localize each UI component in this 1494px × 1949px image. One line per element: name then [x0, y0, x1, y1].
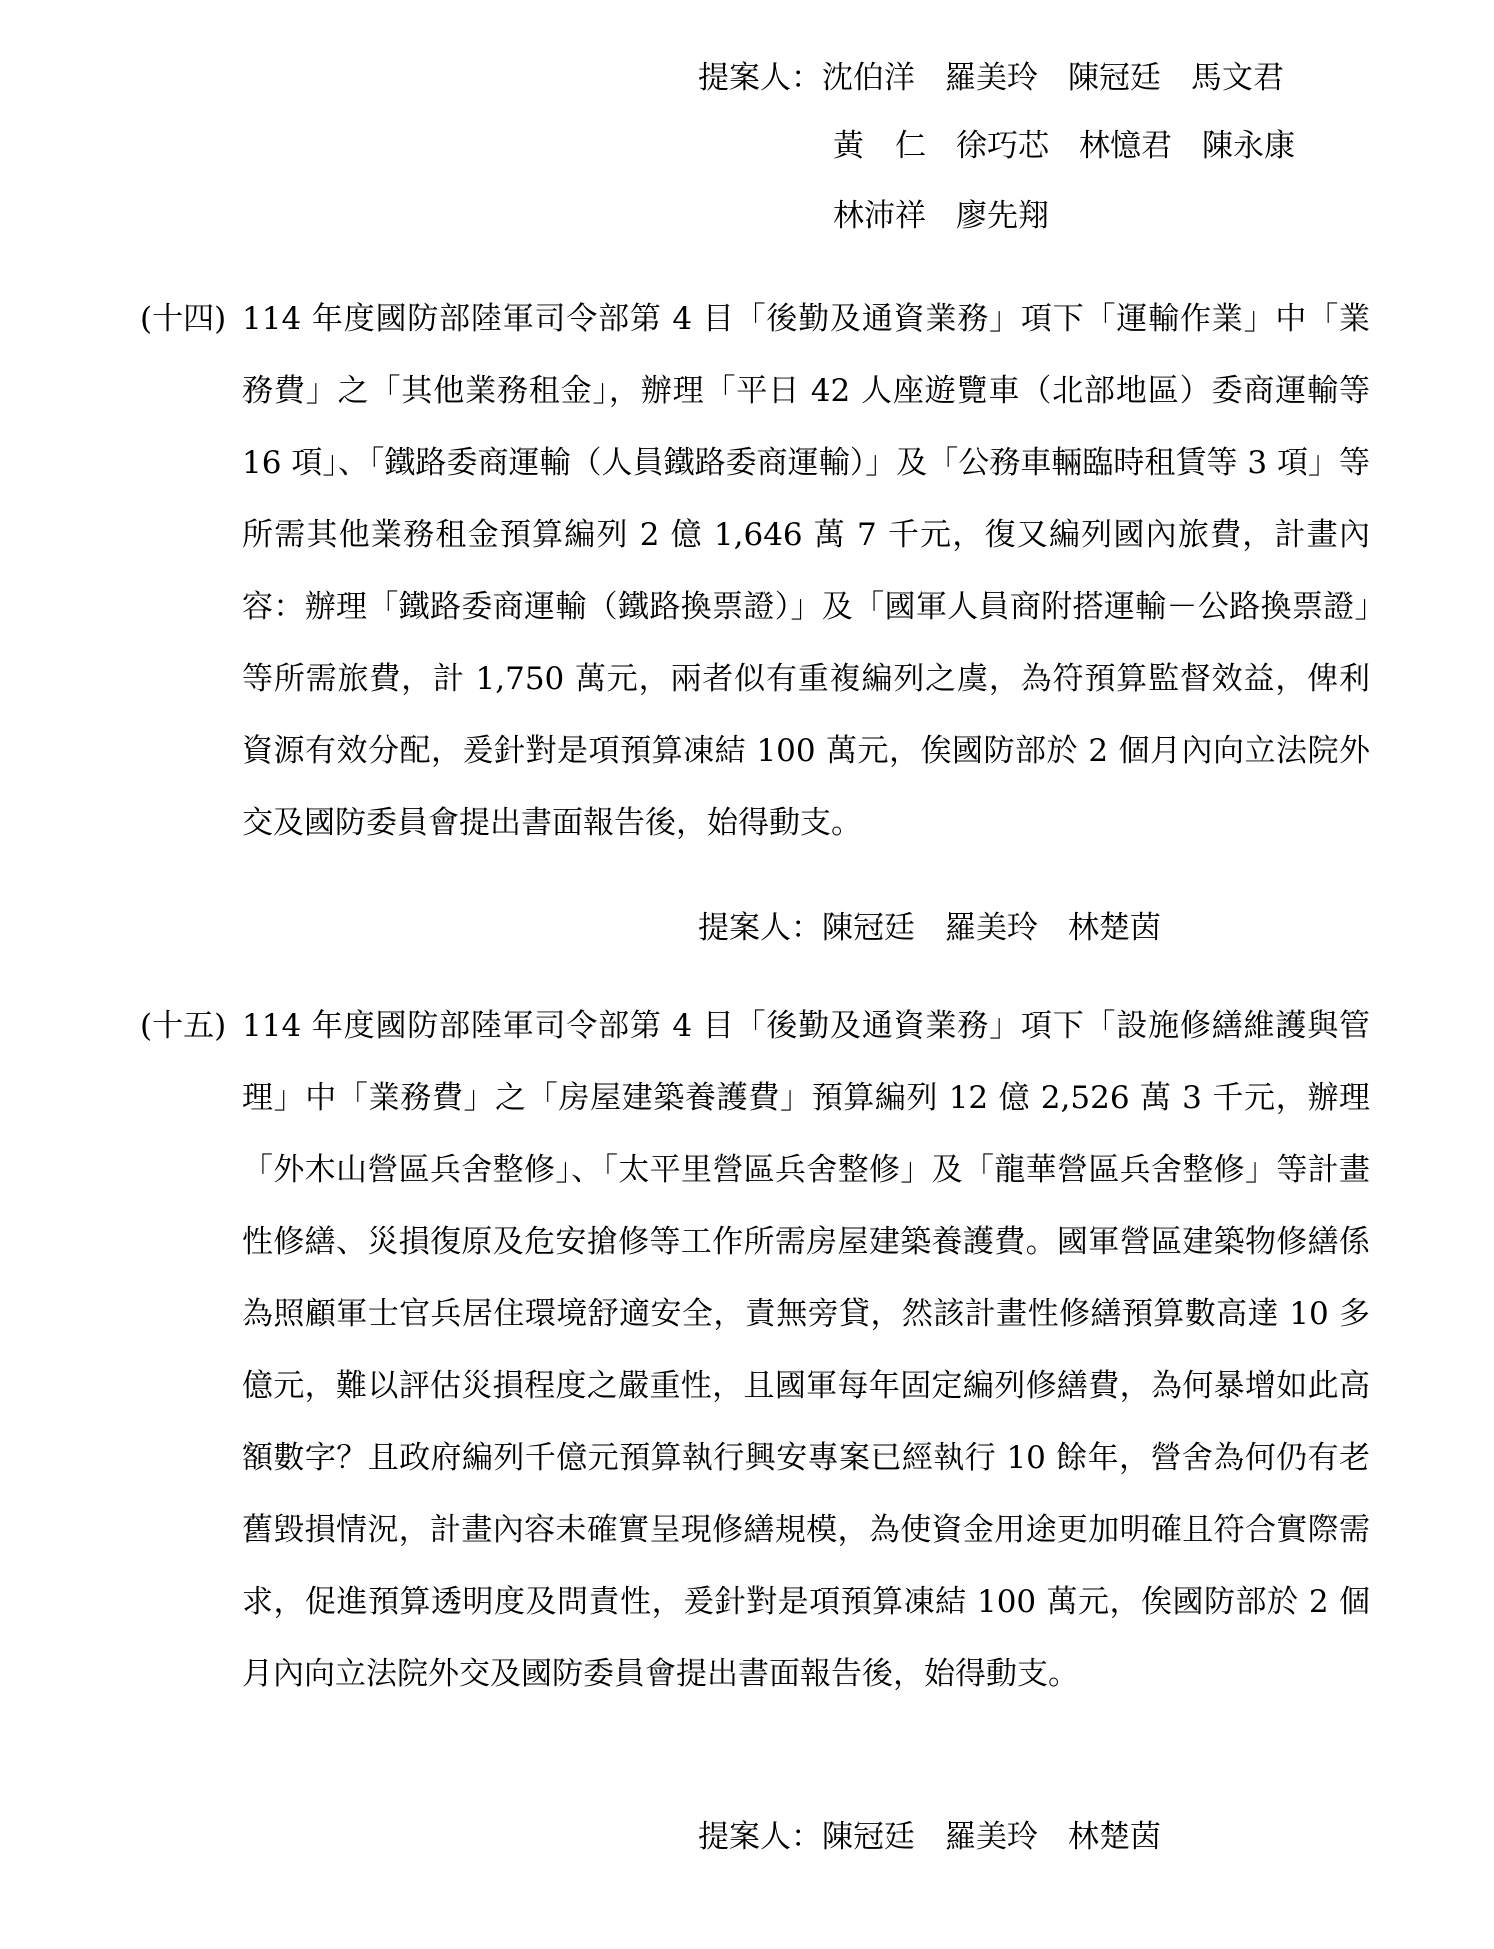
proposer-line-2: [833, 124, 1295, 168]
proposer-name: 林楚茵: [1068, 910, 1161, 946]
proposer-name: 林楚茵: [1068, 1819, 1161, 1855]
proposer-name: 陳冠廷: [822, 910, 915, 946]
proposer-name: 陳永康: [1202, 128, 1295, 164]
proposer-label: 提案人：: [698, 910, 822, 946]
proposer-name: 陳冠廷: [1068, 60, 1161, 96]
proposer-name: 黃 仁: [833, 128, 926, 164]
motion-text: 114 年度國防部陸軍司令部第 4 目「後勤及通資業務」項下「設施修繕維護與管理」中「業務費」之「房屋建築養護費」預算編列 12 億 2,526 萬 3 千元，辦理「外木山營區兵舍整修」、「太平里營區兵舍整修」及「龍華營區兵舍整修」等計畫性修繕、災損復原及危安搶修等工作所需房屋建築養護費。國軍營區建築物修繕係為照顧軍士官兵居住環境舒適安全，責無旁貸，然該計畫性修繕預算數高達 10 多億元，難以評估災損程度之嚴重性，且國軍每年固定編列修繕費，為何暴增如此高額數字？且政府編列千億元預算執行興安專案已經執行 10 餘年，營舍為何仍有老舊毀損情況，計畫內容未確實呈現修繕規模，為使資金用途更加明確且符合實際需求，促進預算透明度及問責性，爰針對是項預算凍結 100 萬元，俟國防部於 2 個月內向立法院外交及國防委員會提出書面報告後，始得動支。: [242, 1008, 1370, 1692]
motion-15-proposers: [698, 1815, 1161, 1859]
proposer-name: 廖先翔: [956, 198, 1049, 234]
proposer-name: 羅美玲: [945, 1819, 1038, 1855]
proposer-name: 徐巧芯: [956, 128, 1049, 164]
proposer-name: 沈伯洋: [822, 60, 915, 96]
proposer-line-3: [833, 194, 1049, 238]
proposer-name: 馬文君: [1191, 60, 1284, 96]
proposer-name: 羅美玲: [945, 60, 1038, 96]
motion-number: (十四): [140, 301, 227, 337]
proposer-name: 林憶君: [1079, 128, 1172, 164]
proposer-label: 提案人：: [698, 60, 822, 96]
proposer-name: 陳冠廷: [822, 1819, 915, 1855]
motion-14-proposers: [698, 906, 1161, 950]
proposer-name: 羅美玲: [945, 910, 1038, 946]
motion-14: [140, 283, 1370, 859]
motion-15: [140, 990, 1370, 1710]
proposer-label: 提案人：: [698, 1819, 822, 1855]
proposer-line-1: [698, 56, 1284, 100]
proposer-name: 林沛祥: [833, 198, 926, 234]
motion-text: 114 年度國防部陸軍司令部第 4 目「後勤及通資業務」項下「運輸作業」中「業務費」之「其他業務租金」，辦理「平日 42 人座遊覽車（北部地區）委商運輸等 16 項」、「鐵路委商運輸（人員鐵路委商運輸）」及「公務車輛臨時租賃等 3 項」等所需其他業務租金預算編列 2 億 1,646 萬 7 千元，復又編列國內旅費，計畫內容：辦理「鐵路委商運輸（鐵路換票證）」及「國軍人員商附搭運輸－公路換票證」等所需旅費，計 1,750 萬元，兩者似有重複編列之虞，為符預算監督效益，俾利資源有效分配，爰針對是項預算凍結 100 萬元，俟國防部於 2 個月內向立法院外交及國防委員會提出書面報告後，始得動支。: [242, 301, 1370, 841]
motion-number: (十五): [140, 1008, 227, 1044]
